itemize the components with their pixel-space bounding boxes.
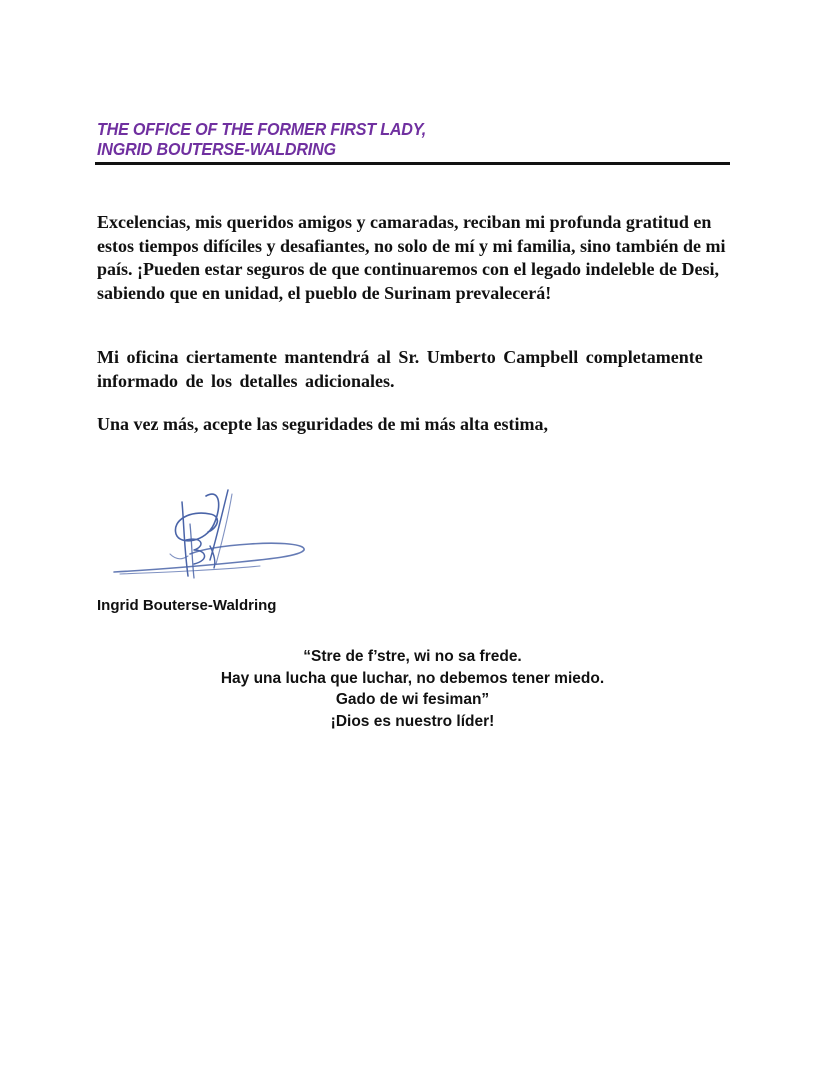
letterhead-line-name: INGRID BOUTERSE-WALDRING: [97, 139, 336, 159]
signer-name: Ingrid Bouterse-Waldring: [97, 597, 277, 614]
body-paragraph-closing: [97, 413, 737, 437]
letterhead: [97, 119, 730, 159]
paragraph-text: Excelencias, mis queridos amigos y camaradas, reciban mi profunda gratitud en estos tiempos difíciles y desafiantes, no solo de mí y mi familia, sino también de mi país. ¡Pueden estar seguros de que continuaremos con el legado indeleble de Desi, sabiendo que en unidad, el pueblo de Surinam prevalecerá!: [97, 212, 726, 303]
letterhead-divider: [95, 162, 730, 165]
quote-line: Hay una lucha que luchar, no debemos tener miedo.: [220, 669, 605, 687]
closing-quote: [0, 646, 825, 732]
signature-icon: [110, 484, 315, 584]
quote-line: “Stre de f’stre, wi no sa frede.: [303, 648, 522, 665]
body-paragraph-office: [97, 346, 737, 393]
quote-line: ¡Dios es nuestro líder!: [330, 712, 495, 730]
letterhead-line-office: THE OFFICE OF THE FORMER FIRST LADY,: [97, 119, 427, 139]
paragraph-text: Una vez más, acepte las seguridades de mi más alta estima,: [97, 414, 548, 434]
body-paragraph-gratitude: [97, 211, 737, 305]
paragraph-text: Mi oficina ciertamente mantendrá al Sr. Umberto Campbell completamente informado de los detalles adicionales.: [97, 347, 703, 391]
quote-line: Gado de wi fesiman”: [335, 691, 490, 708]
